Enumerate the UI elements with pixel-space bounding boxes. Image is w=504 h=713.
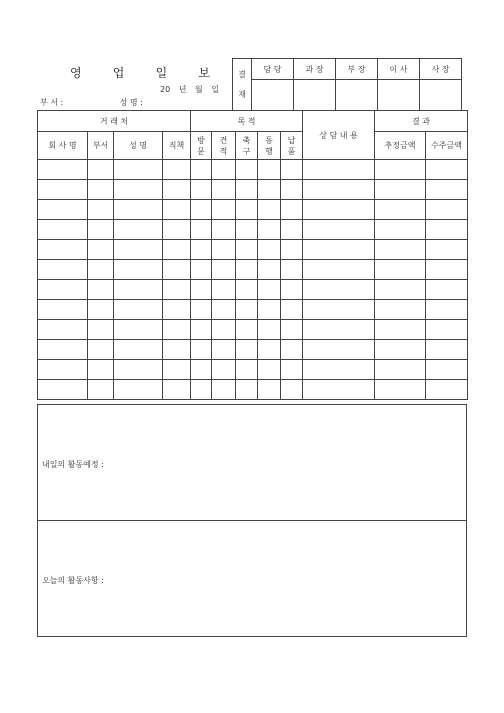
table-row (38, 320, 468, 340)
table-cell[interactable] (191, 180, 212, 200)
table-cell[interactable] (212, 380, 236, 400)
table-cell[interactable] (163, 380, 191, 400)
table-cell[interactable] (236, 300, 258, 320)
table-cell[interactable] (88, 300, 114, 320)
table-cell[interactable] (191, 360, 212, 380)
table-cell[interactable] (258, 380, 281, 400)
table-cell[interactable] (163, 280, 191, 300)
table-cell[interactable] (426, 180, 468, 200)
col-header: 방 문 (191, 132, 212, 160)
table-cell[interactable] (236, 220, 258, 240)
table-cell[interactable] (163, 160, 191, 180)
page-title (70, 64, 210, 81)
table-cell[interactable] (236, 200, 258, 220)
table-row (38, 360, 468, 380)
dept-label[interactable]: 부 서 : (40, 98, 64, 107)
table-cell[interactable] (426, 300, 468, 320)
today-label: 오늘의 활동사항 : (42, 576, 104, 585)
table-cell[interactable] (426, 260, 468, 280)
table-cell[interactable] (236, 280, 258, 300)
col-header: 수주금액 (426, 132, 468, 160)
approval-role: 부 장 (336, 59, 378, 80)
table-cell[interactable] (303, 240, 375, 260)
table-cell[interactable] (375, 320, 426, 340)
table-cell[interactable] (191, 160, 212, 180)
report-table (37, 110, 468, 400)
table-cell[interactable] (375, 360, 426, 380)
table-cell[interactable] (303, 260, 375, 280)
table-cell[interactable] (88, 340, 114, 360)
table-cell[interactable] (375, 340, 426, 360)
table-row (38, 240, 468, 260)
table-cell[interactable] (258, 360, 281, 380)
title-char: 보 (198, 66, 210, 80)
table-cell[interactable] (375, 280, 426, 300)
group-header-purpose: 목 적 (191, 111, 303, 132)
table-cell[interactable] (212, 260, 236, 280)
table-cell[interactable] (281, 160, 303, 180)
approval-label: 결 재 (233, 59, 252, 111)
table-cell[interactable] (114, 380, 163, 400)
table-cell[interactable] (426, 280, 468, 300)
table-cell[interactable] (212, 280, 236, 300)
table-cell[interactable] (191, 320, 212, 340)
table-cell[interactable] (281, 180, 303, 200)
table-cell[interactable] (114, 360, 163, 380)
table-row (38, 200, 468, 220)
table-cell[interactable] (258, 160, 281, 180)
table-cell[interactable] (281, 260, 303, 280)
table-cell[interactable] (38, 160, 88, 180)
col-header: 견 적 (212, 132, 236, 160)
approval-role: 담 당 (252, 59, 294, 80)
approval-role: 이 사 (378, 59, 420, 80)
table-cell[interactable] (375, 200, 426, 220)
col-header: 추정금액 (375, 132, 426, 160)
table-cell[interactable] (38, 220, 88, 240)
table-cell[interactable] (303, 280, 375, 300)
approval-stamp-cell[interactable] (252, 80, 294, 111)
table-cell[interactable] (38, 380, 88, 400)
table-cell[interactable] (88, 220, 114, 240)
table-cell[interactable] (163, 220, 191, 240)
table-cell[interactable] (191, 340, 212, 360)
col-header: 부서 (88, 132, 114, 160)
table-cell[interactable] (258, 240, 281, 260)
table-cell[interactable] (258, 260, 281, 280)
table-cell[interactable] (191, 280, 212, 300)
table-cell[interactable] (236, 320, 258, 340)
table-cell[interactable] (163, 180, 191, 200)
table-row (38, 380, 468, 400)
table-row (38, 260, 468, 280)
table-cell[interactable] (212, 340, 236, 360)
table-cell[interactable] (163, 340, 191, 360)
table-cell[interactable] (375, 180, 426, 200)
name-label[interactable]: 성 명 : (119, 98, 143, 107)
table-cell[interactable] (212, 360, 236, 380)
table-cell[interactable] (212, 320, 236, 340)
table-cell[interactable] (281, 360, 303, 380)
table-cell[interactable] (281, 280, 303, 300)
table-cell[interactable] (426, 220, 468, 240)
table-cell[interactable] (426, 240, 468, 260)
table-cell[interactable] (163, 200, 191, 220)
table-cell[interactable] (375, 240, 426, 260)
col-header: 성 명 (114, 132, 163, 160)
dept-name-line (40, 97, 143, 108)
table-cell[interactable] (281, 220, 303, 240)
today-section[interactable] (37, 520, 467, 637)
table-cell[interactable] (38, 300, 88, 320)
table-cell[interactable] (281, 300, 303, 320)
table-cell[interactable] (281, 240, 303, 260)
table-cell[interactable] (375, 260, 426, 280)
table-cell[interactable] (163, 260, 191, 280)
table-cell[interactable] (426, 380, 468, 400)
table-cell[interactable] (258, 180, 281, 200)
table-row (38, 180, 468, 200)
table-cell[interactable] (114, 160, 163, 180)
table-cell[interactable] (236, 340, 258, 360)
table-cell[interactable] (163, 300, 191, 320)
table-cell[interactable] (303, 300, 375, 320)
tomorrow-label: 내일의 활동예정 : (42, 460, 104, 469)
table-cell[interactable] (38, 260, 88, 280)
table-row (38, 220, 468, 240)
table-cell[interactable] (303, 160, 375, 180)
table-cell[interactable] (426, 340, 468, 360)
table-cell[interactable] (236, 180, 258, 200)
col-header: 동 행 (258, 132, 281, 160)
col-header: 직책 (163, 132, 191, 160)
table-cell[interactable] (281, 320, 303, 340)
col-header: 회 사 명 (38, 132, 88, 160)
table-cell[interactable] (303, 380, 375, 400)
table-cell[interactable] (88, 160, 114, 180)
table-cell[interactable] (212, 180, 236, 200)
table-cell[interactable] (191, 380, 212, 400)
table-cell[interactable] (281, 200, 303, 220)
table-cell[interactable] (375, 300, 426, 320)
title-char: 일 (155, 66, 168, 80)
table-cell[interactable] (88, 360, 114, 380)
table-cell[interactable] (38, 340, 88, 360)
table-cell[interactable] (88, 180, 114, 200)
table-cell[interactable] (426, 320, 468, 340)
table-cell[interactable] (236, 380, 258, 400)
table-cell[interactable] (303, 320, 375, 340)
table-row (38, 340, 468, 360)
approval-stamp-cell[interactable] (420, 80, 462, 111)
table-cell[interactable] (236, 240, 258, 260)
approval-stamp-cell[interactable] (336, 80, 378, 111)
title-char: 영 (70, 66, 82, 80)
table-cell[interactable] (114, 280, 163, 300)
table-cell[interactable] (426, 160, 468, 180)
approval-box (232, 58, 462, 111)
table-cell[interactable] (191, 200, 212, 220)
table-cell[interactable] (303, 180, 375, 200)
table-cell[interactable] (212, 160, 236, 180)
table-cell[interactable] (38, 360, 88, 380)
table-cell[interactable] (258, 200, 281, 220)
table-cell[interactable] (163, 360, 191, 380)
date-line[interactable]: 20 년 월 일 (160, 85, 219, 94)
table-cell[interactable] (212, 300, 236, 320)
table-row (38, 280, 468, 300)
table-cell[interactable] (303, 340, 375, 360)
table-cell[interactable] (212, 200, 236, 220)
table-cell[interactable] (426, 200, 468, 220)
table-cell[interactable] (258, 300, 281, 320)
table-cell[interactable] (212, 240, 236, 260)
table-cell[interactable] (236, 160, 258, 180)
table-cell[interactable] (114, 260, 163, 280)
table-cell[interactable] (38, 180, 88, 200)
table-cell[interactable] (88, 320, 114, 340)
tomorrow-section[interactable] (37, 404, 467, 521)
table-cell[interactable] (88, 380, 114, 400)
table-cell[interactable] (281, 380, 303, 400)
table-cell[interactable] (258, 220, 281, 240)
table-cell[interactable] (191, 260, 212, 280)
table-cell[interactable] (258, 320, 281, 340)
table-cell[interactable] (38, 200, 88, 220)
title-char: 업 (112, 66, 125, 80)
table-cell[interactable] (88, 200, 114, 220)
group-header-consult: 상 담 내 용 (303, 111, 375, 160)
table-cell[interactable] (114, 240, 163, 260)
approval-stamp-cell[interactable] (294, 80, 336, 111)
table-cell[interactable] (303, 220, 375, 240)
table-cell[interactable] (114, 340, 163, 360)
approval-role: 과 장 (294, 59, 336, 80)
table-cell[interactable] (114, 220, 163, 240)
col-header: 축 구 (236, 132, 258, 160)
table-cell[interactable] (212, 220, 236, 240)
table-cell[interactable] (191, 220, 212, 240)
table-cell[interactable] (38, 240, 88, 260)
table-row (38, 160, 468, 180)
table-cell[interactable] (163, 240, 191, 260)
group-header-client: 거 래 처 (38, 111, 191, 132)
table-cell[interactable] (38, 320, 88, 340)
table-cell[interactable] (88, 240, 114, 260)
table-cell[interactable] (114, 180, 163, 200)
table-cell[interactable] (114, 300, 163, 320)
table-cell[interactable] (303, 200, 375, 220)
table-cell[interactable] (38, 280, 88, 300)
table-cell[interactable] (88, 260, 114, 280)
table-cell[interactable] (426, 360, 468, 380)
table-cell[interactable] (281, 340, 303, 360)
table-cell[interactable] (236, 360, 258, 380)
table-cell[interactable] (375, 160, 426, 180)
table-cell[interactable] (375, 220, 426, 240)
table-row (38, 300, 468, 320)
approval-role: 사 장 (420, 59, 462, 80)
table-cell[interactable] (258, 280, 281, 300)
table-cell[interactable] (163, 320, 191, 340)
table-cell[interactable] (114, 320, 163, 340)
table-cell[interactable] (191, 300, 212, 320)
table-cell[interactable] (236, 260, 258, 280)
col-header: 납 품 (281, 132, 303, 160)
approval-stamp-cell[interactable] (378, 80, 420, 111)
table-cell[interactable] (303, 360, 375, 380)
table-cell[interactable] (88, 280, 114, 300)
table-cell[interactable] (114, 200, 163, 220)
group-header-result: 결 과 (375, 111, 468, 132)
table-cell[interactable] (191, 240, 212, 260)
table-cell[interactable] (375, 380, 426, 400)
table-cell[interactable] (258, 340, 281, 360)
